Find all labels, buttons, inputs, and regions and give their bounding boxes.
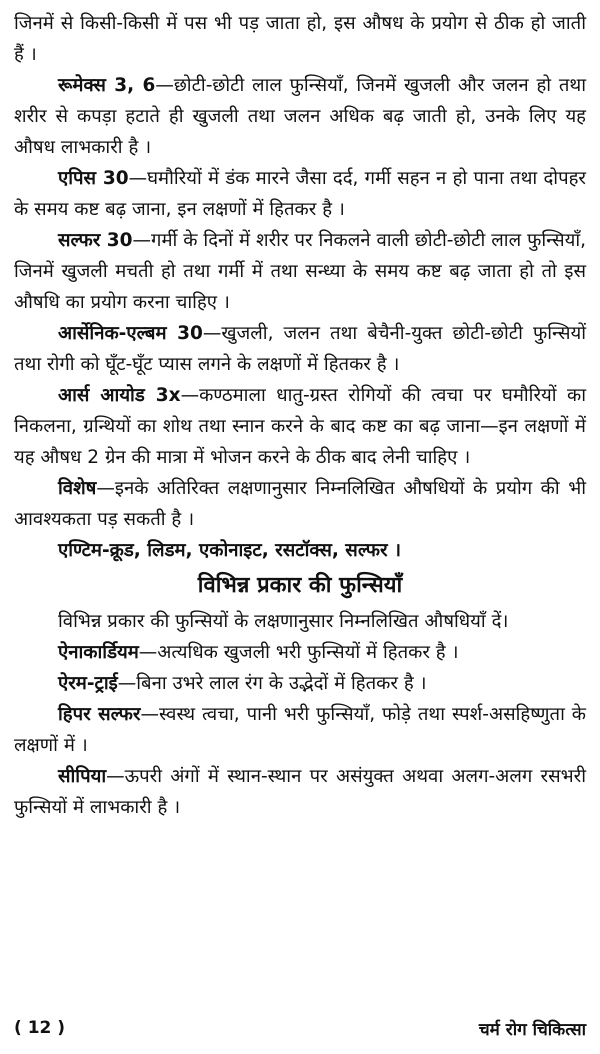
paragraph-text: —बिना उभरे लाल रंग के उद्भेदों में हितकर है ।: [117, 673, 427, 694]
paragraph-ars-iod: [14, 380, 586, 473]
paragraph-text: —गर्मी के दिनों में शरीर पर निकलने वाली छोटी-छोटी लाल फुन्सियाँ, जिनमें खुजली मचती हो तथा गर्मी में तथा सन्ध्या के समय कष्ट बढ़ जाता हो तो इस औषधि का प्रयोग करना चाहिए ।: [14, 230, 586, 313]
remedy-name: ऐरम-ट्राई: [58, 673, 118, 694]
paragraph-hepar-sulph: [14, 699, 586, 761]
paragraph-rumex: [14, 70, 586, 163]
remedy-name: ऐनाकार्डियम: [58, 642, 139, 663]
paragraph-anacardium: [14, 637, 586, 668]
page-number: ( 12 ): [14, 1018, 66, 1038]
paragraph-text: —खुजली, जलन तथा बेचैनी-युक्त छोटी-छोटी फुन्सियों तथा रोगी को घूँट-घूँट प्यास लगने के लक्षणों में हितकर है ।: [14, 323, 586, 375]
paragraph-drug-list: [14, 535, 586, 566]
paragraph-continuation: [14, 8, 586, 70]
remedy-name: सल्फर 30: [58, 230, 133, 251]
note-label: विशेष: [58, 478, 97, 499]
drug-list-text: एण्टिम-क्रूड, लिडम, एकोनाइट, रसटॉक्स, सल्फर ।: [58, 540, 402, 561]
paragraph-text: —इनके अतिरिक्त लक्षणानुसार निम्नलिखित औषधियों के प्रयोग की भी आवश्यकता पड़ सकती है ।: [14, 478, 586, 530]
section-heading: विभिन्न प्रकार की फुन्सियाँ: [197, 573, 403, 598]
paragraph-text: —छोटी-छोटी लाल फुन्सियाँ, जिनमें खुजली और जलन हो तथा शरीर से कपड़ा हटाते ही खुजली तथा जलन अधिक बढ़ जाती हो, उनके लिए यह औषध लाभकारी है ।: [14, 75, 586, 158]
paragraph-special-note: [14, 473, 586, 535]
paragraph-sepia: [14, 761, 586, 823]
paragraph-text: —घमौरियों में डंक मारने जैसा दर्द, गर्मी सहन न हो पाना तथा दोपहर के समय कष्ट बढ़ जाना, इन लक्षणों में हितकर है ।: [14, 168, 586, 220]
paragraph-intro: [14, 606, 586, 637]
paragraph-text: विभिन्न प्रकार की फुन्सियों के लक्षणानुसार निम्नलिखित औषधियाँ दें।: [58, 611, 509, 632]
paragraph-text: —ऊपरी अंगों में स्थान-स्थान पर असंयुक्त अथवा अलग-अलग रसभरी फुन्सियों में लाभकारी है ।: [14, 766, 586, 818]
paragraph-apis: [14, 163, 586, 225]
remedy-name: सीपिया: [58, 766, 107, 787]
remedy-name: आर्स आयोड 3x: [58, 385, 181, 406]
paragraph-arum-tri: [14, 668, 586, 699]
book-title: चर्म रोग चिकित्सा: [478, 1019, 586, 1040]
page-footer: [14, 1014, 586, 1042]
paragraph-text: —अत्यधिक खुजली भरी फुन्सियों में हितकर है ।: [138, 642, 459, 663]
paragraph-sulphur: [14, 225, 586, 318]
remedy-name: एपिस 30: [58, 168, 129, 189]
paragraph-arsenicum: [14, 318, 586, 380]
paragraph-text: जिनमें से किसी-किसी में पस भी पड़ जाता हो, इस औषध के प्रयोग से ठीक हो जाती हैं ।: [14, 13, 586, 65]
paragraph-text: —कण्ठमाला धातु-ग्रस्त रोगियों की त्वचा पर घमौरियों का निकलना, ग्रन्थियों का शोथ तथा स्नान करने के बाद कष्ट का बढ़ जाना—इन लक्षणों में यह औषध 2 ग्रेन की मात्रा में भोजन करने के ठीक बाद लेनी चाहिए ।: [14, 385, 587, 468]
remedy-name: रूमेक्स 3, 6: [58, 75, 156, 96]
remedy-name: हिपर सल्फर: [58, 704, 141, 725]
remedy-name: आर्सेनिक-एल्बम 30: [58, 323, 203, 344]
paragraph-text: —स्वस्थ त्वचा, पानी भरी फुन्सियाँ, फोड़े तथा स्पर्श-असहिष्णुता के लक्षणों में ।: [14, 704, 587, 756]
